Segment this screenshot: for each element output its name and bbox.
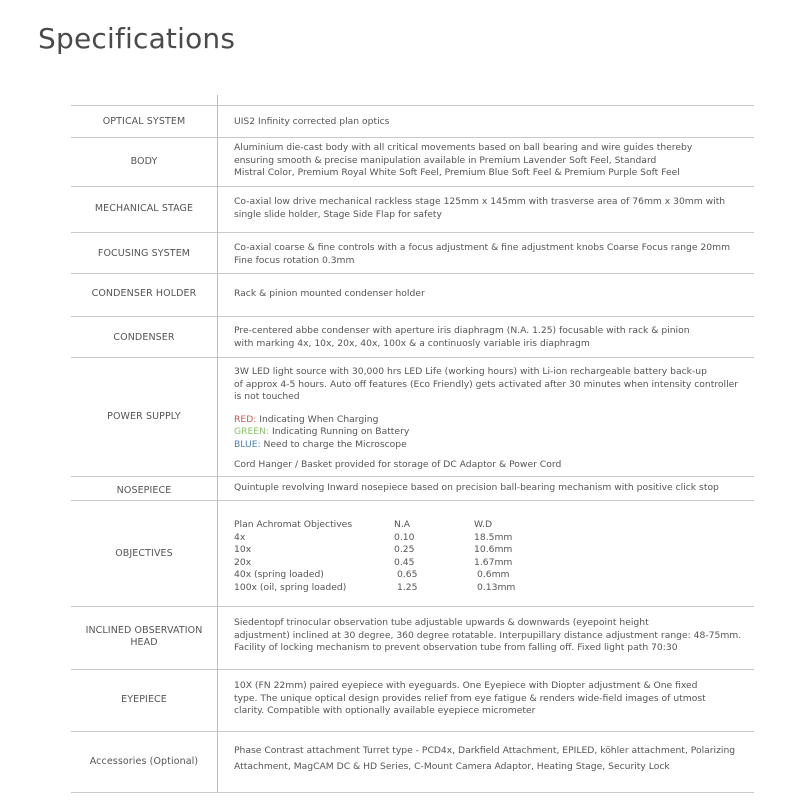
table-row — [71, 137, 754, 187]
row-value — [234, 325, 754, 350]
row-label: POWER SUPPLY — [107, 411, 181, 422]
objective-wd: 18.5mm — [474, 531, 513, 543]
objective-na: 0.65 — [397, 569, 418, 581]
table-row — [71, 607, 754, 670]
objective-row — [234, 582, 754, 595]
row-label: OPTICAL SYSTEM — [102, 116, 186, 127]
red-indicator-text: Indicating When Charging — [256, 413, 379, 425]
row-value — [234, 680, 754, 718]
power-supply-description: 3W LED light source with 30,000 hrs LED Life (working hours) with Li-ion rechargeable battery back-up of approx 4-5 hours. Auto off features (Eco Friendly) gets activated after 30 minutes when intensity controller is not touched — [234, 366, 739, 403]
row-value — [234, 482, 754, 495]
power-supply-footer: Cord Hanger / Basket provided for storage of DC Adaptor & Power Cord — [234, 458, 562, 470]
objectives-table — [234, 519, 754, 595]
table-row — [71, 670, 754, 732]
row-label: FOCUSING SYSTEM — [97, 248, 191, 259]
objective-name: 40x (spring loaded) — [234, 569, 324, 581]
objective-na: 0.10 — [394, 531, 415, 543]
row-label: NOSEPIECE — [116, 485, 172, 496]
row-label: EYEPIECE — [121, 694, 167, 705]
objective-name: 100x (oil, spring loaded) — [234, 581, 347, 593]
row-value — [234, 116, 754, 129]
row-value — [234, 617, 754, 655]
row-value-text: Aluminium die-cast body with all critical movements based on ball bearing and wire guides thereby ensuring smooth & precise manipulation available in Premium Lavender Soft Feel, Standard Mistral Color, Premium Royal White Soft Feel, Premium Blue Soft Feel & Premium Purple Soft Feel — [234, 142, 693, 179]
green-indicator-text: Indicating Running on Battery — [269, 426, 410, 438]
table-row — [71, 274, 754, 317]
row-value — [234, 366, 754, 471]
row-value — [234, 142, 754, 180]
row-value-text: Phase Contrast attachment Turret type - PCD4x, Darkfield Attachment, EPILED, köhler attachment, Polarizing Attachment, MagCAM DC & HD Series, C-Mount Camera Adaptor, Heating Stage, Security Lock — [234, 745, 736, 772]
row-value-text: UIS2 Infinity corrected plan optics — [234, 116, 390, 127]
row-label: CONDENSER HOLDER — [91, 288, 197, 299]
column-divider — [217, 95, 218, 792]
row-label: OBJECTIVES — [115, 548, 173, 559]
row-value-text: Rack & pinion mounted condenser holder — [234, 288, 425, 299]
objective-wd: 1.67mm — [474, 556, 513, 568]
row-label: MECHANICAL STAGE — [94, 203, 194, 214]
objectives-header-wd: W.D — [474, 519, 493, 530]
row-label: INCLINED OBSERVATION HEAD — [85, 625, 203, 648]
objective-na: 0.25 — [394, 544, 415, 556]
row-value-text: Quintuple revolving Inward nosepiece based on precision ball-bearing mechanism with positive click stop — [234, 482, 719, 493]
row-value-text: 10X (FN 22mm) paired eyepiece with eyeguards. One Eyepiece with Diopter adjustment & One fixed type. The unique optical design provides relief from eye fatigue & renders wide-field images of utmost clarity. Compatible with optionally available eyepiece micrometer — [234, 680, 706, 717]
blue-indicator-text: Need to charge the Microscope — [260, 438, 407, 450]
table-row — [71, 358, 754, 477]
row-value — [234, 743, 754, 775]
table-row — [71, 501, 754, 607]
objective-row — [234, 569, 754, 582]
objective-wd: 0.6mm — [477, 569, 510, 581]
table-row — [71, 105, 754, 138]
red-indicator-key: RED: — [234, 413, 257, 425]
objective-row — [234, 544, 754, 557]
objective-row — [234, 557, 754, 570]
table-row — [71, 317, 754, 358]
objective-row — [234, 532, 754, 545]
row-label: Accessories (Optional) — [89, 756, 199, 767]
objectives-header — [234, 519, 754, 532]
objective-name: 20x — [234, 556, 252, 568]
blue-indicator-key: BLUE: — [234, 438, 261, 450]
row-label: BODY — [130, 156, 158, 167]
row-value — [234, 196, 754, 221]
objective-na: 0.45 — [394, 556, 415, 568]
objective-name: 10x — [234, 544, 252, 556]
row-value-text: Pre-centered abbe condenser with aperture iris diaphragm (N.A. 1.25) focusable with rack & pinion with marking 4x, 10x, 20x, 40x, 100x & a continuosly variable iris diaphragm — [234, 325, 690, 349]
objective-na: 1.25 — [397, 581, 418, 593]
green-indicator-key: GREEN: — [234, 426, 270, 438]
row-value-text: Co-axial low drive mechanical rackless stage 125mm x 145mm with trasverse area of 76mm x 30mm with single slide holder, Stage Side Flap for safety — [234, 196, 726, 220]
objectives-header-name: Plan Achromat Objectives — [234, 519, 353, 530]
row-value-text: Co-axial coarse & fine controls with a focus adjustment & fine adjustment knobs Coarse Focus range 20mm Fine focus rotation 0.3mm — [234, 242, 731, 266]
row-value — [234, 288, 754, 301]
table-row — [71, 233, 754, 274]
table-row — [71, 187, 754, 233]
page-title: Specifications — [38, 22, 236, 55]
objective-wd: 0.13mm — [477, 581, 516, 593]
table-row — [71, 732, 754, 793]
table-row — [71, 477, 754, 501]
row-label: CONDENSER — [113, 332, 175, 343]
row-value — [234, 242, 754, 267]
row-value-text: Siedentopf trinocular observation tube adjustable upwards & downwards (eyepoint height adjustment) inclined at 30 degree, 360 degree rotatable. Interpupillary distance adjustment range: 48-75mm. Facility of locking mechanism to prevent observation tube from falling off. Fixed light path 70:30 — [234, 617, 742, 654]
objective-name: 4x — [234, 531, 246, 543]
objective-wd: 10.6mm — [474, 544, 513, 556]
objectives-header-na: N.A — [394, 519, 411, 530]
